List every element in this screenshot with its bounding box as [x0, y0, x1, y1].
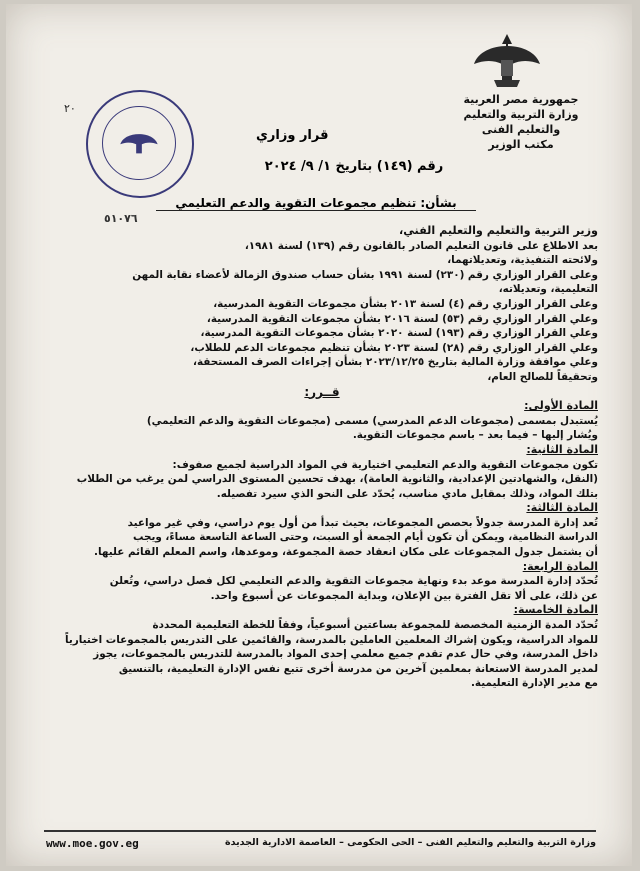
- article-line: يُستبدل بمسمى (مجموعات الدعم المدرسي) مسمى (مجموعات التقوية والدعم التعليمي): [146, 414, 598, 427]
- article-heading: المادة الخامسة:: [513, 603, 598, 617]
- stamp-eagle-icon: [119, 125, 159, 159]
- preamble-line: وزير التربية والتعليم والتعليم الفني،: [398, 224, 598, 237]
- article-line: تُحدّد إدارة المدرسة موعد بدء ونهاية مجموعات التقوية والدعم التعليمي لكل فصل دراسي، وتُعلن: [109, 575, 598, 588]
- preamble-line: وعلي القرار الوزاري رقم (١٩٣) لسنة ٢٠٢٠ بشأن مجموعات التقوية المدرسية،: [200, 327, 598, 340]
- preamble-line: وتحقيقاً للصالح العام،: [487, 370, 598, 383]
- article-heading: المادة الثانية:: [526, 442, 598, 456]
- country-name: جمهورية مصر العربية: [463, 93, 579, 106]
- decree-subject: بشأن: تنظيم مجموعات التقوية والدعم التعليمي: [156, 196, 476, 211]
- article-line: (النقل، والشهادتين الإعدادية، والثانوية العامة)، بهدف تحسين المستوى الدراسي لمن يرغب من الطلاب: [76, 473, 598, 486]
- article-line: مع مدير الإدارة التعليمية.: [470, 677, 598, 690]
- article-heading: المادة الثالثة:: [526, 501, 598, 515]
- article-line: الدراسة النظامية، ويمكن أن تكون أيام الجمعة أو السبت، وحتى الساعة التاسعة مساءً، ويجب: [132, 531, 598, 544]
- article-line: عن ذلك، على ألا تقل الفترة بين الإعلان، وبداية المجموعات عن أسبوع واحد.: [210, 589, 598, 602]
- article-line: أن يشتمل جدول المجموعات على مكان انعقاد حصة المجموعة، وموعدها، واسم المعلم القائم عليها.: [94, 546, 598, 559]
- article-line: تُحدّد المدة الزمنية المخصصة للمجموعة بساعتين أسبوعياً، وفقاً للخطة التعليمية المحددة: [152, 619, 598, 632]
- preamble-line: وعلي موافقة وزارة المالية بتاريخ ٢٠٢٣/١٢/٢٥ بشأن إجراءات الصرف المستحقة،: [193, 356, 598, 369]
- office-name: مكتب الوزير: [488, 138, 554, 151]
- article-heading: المادة الأولى:: [524, 399, 598, 413]
- footer-address: وزارة التربية والتعليم والتعليم الفنى – الحى الحكومى – العاصمة الادارية الجديدة: [225, 837, 596, 848]
- ministry-name: وزارة التربية والتعليم والتعليم الفنى: [463, 108, 579, 136]
- decides-heading: قــرر:: [304, 384, 340, 399]
- page-number: ٢٠: [64, 102, 76, 115]
- decree-body: [46, 224, 598, 691]
- preamble-line: وعلى القرار الوزاري رقم (٤) لسنة ٢٠١٣ بشأن مجموعات التقوية المدرسية،: [213, 297, 598, 310]
- ministry-header: [446, 92, 596, 152]
- article-line: تُعد إدارة المدرسة جدولاً بحصص المجموعات، بحيث تبدأ من أول يوم دراسي، وفي غير مواعيد: [127, 516, 598, 529]
- article-line: بتلك المواد، وذلك بمقابل مادي مناسب، يُحدّد على النحو الذي سيرد تفصيله.: [216, 487, 598, 500]
- decree-number-date: رقم (١٤٩) بتاريخ ١/ ٩/ ٢٠٢٤: [264, 159, 444, 174]
- preamble-line: بعد الاطلاع على قانون التعليم الصادر بالقانون رقم (١٣٩) لسنة ١٩٨١،: [244, 239, 598, 252]
- preamble-line: وعلي القرار الوزاري رقم (٢٨) لسنة ٢٠٢٣ بشأن تنظيم مجموعات الدعم للطلاب،: [190, 341, 598, 354]
- article-line: ويُشار إليها – فيما بعد – باسم مجموعات التقوية.: [352, 429, 598, 442]
- decree-title: قرار وزاري: [256, 128, 329, 143]
- preamble-line: التعليمية، وتعديلاته،: [498, 283, 598, 296]
- footer-website-link[interactable]: www.moe.gov.eg: [46, 837, 139, 850]
- article-line: للمواد الدراسية، ويكون إشراك المعلمين العاملين بالمدرسة، والقائمين على التدريس بالمجموعات اختيارياً: [64, 633, 598, 646]
- stamp-inner-ring: [102, 106, 176, 180]
- footer-divider: [44, 830, 596, 832]
- preamble-line: ولائحته التنفيذية، وتعديلاتهما،: [447, 254, 598, 267]
- preamble-line: وعلي القرار الوزاري رقم (٥٣) لسنة ٢٠١٦ بشأن مجموعات التقوية المدرسية،: [206, 312, 598, 325]
- stamp-serial-number: ٥١٠٧٦: [104, 212, 138, 225]
- article-line: داخل المدرسة، وفي حال عدم تقدم جميع معلمي إحدى المواد بالمدرسة للتدريس بالمجموعات، يجوز: [93, 648, 598, 661]
- article-line: لمدير المدرسة الاستعانة بمعلمين آخرين من مدرسة أخرى تتبع نفس الإدارة التعليمية، بالتنسيق: [118, 662, 598, 675]
- eagle-emblem-icon: [472, 30, 542, 90]
- document-page: [6, 4, 632, 866]
- official-stamp: [86, 90, 194, 198]
- article-line: تكون مجموعات التقوية والدعم التعليمي اختيارية في المواد الدراسية لجميع صفوف:: [172, 458, 598, 471]
- article-heading: المادة الرابعة:: [522, 559, 598, 573]
- preamble-line: وعلى القرار الوزاري رقم (٢٣٠) لسنة ١٩٩١ بشأن حساب صندوق الزمالة لأعضاء نقابة المهن: [132, 268, 598, 281]
